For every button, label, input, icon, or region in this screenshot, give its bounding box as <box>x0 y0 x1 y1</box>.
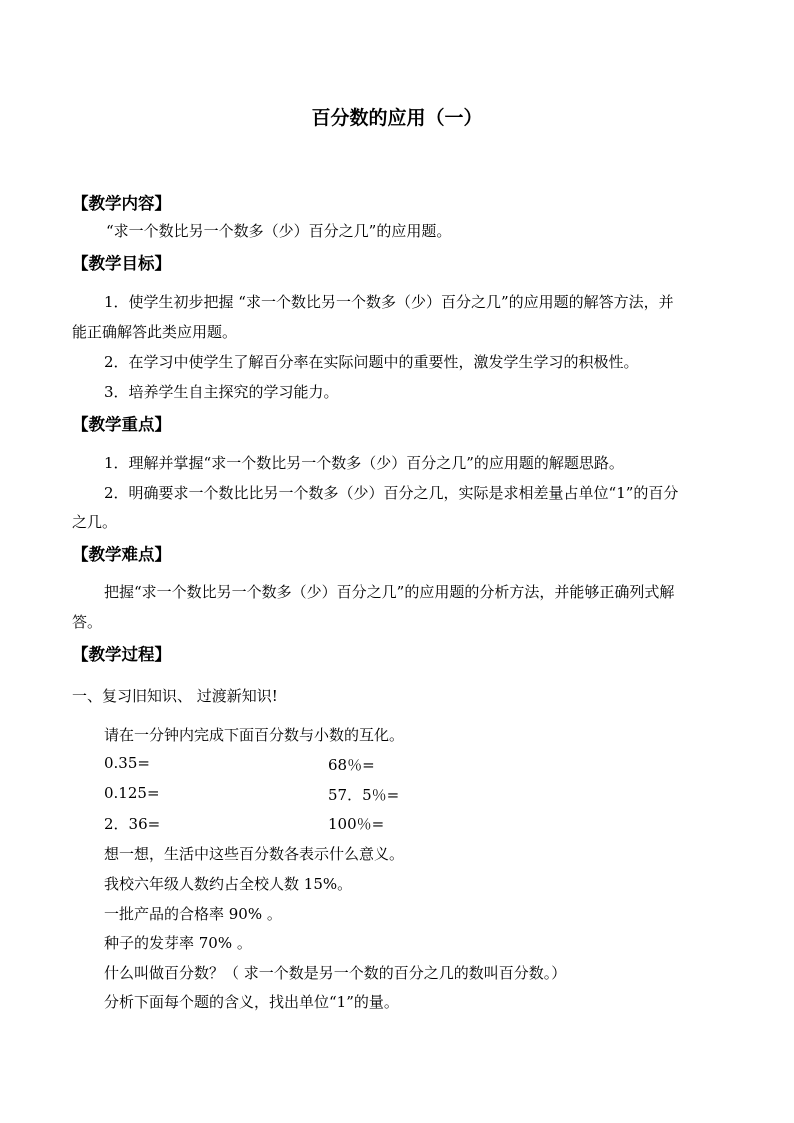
process-think: 想一想，生活中这些百分数各表示什么意义。 <box>104 845 405 863</box>
heading-key-points: 【教学重点】 <box>72 415 171 434</box>
goal-item-3: 3．培养学生自主探究的学习能力。 <box>104 383 339 401</box>
process-step-1-title: 一、复习旧知识、 过渡新知识! <box>72 687 278 705</box>
document-title: 百分数的应用（一） <box>311 107 483 129</box>
key-point-2-line-2: 之几。 <box>72 513 118 531</box>
exercise-left-2: 0.125= <box>104 784 160 802</box>
process-intro: 请在一分钟内完成下面百分数与小数的互化。 <box>104 726 405 744</box>
goal-item-1-line-2: 能正确解答此类应用题。 <box>72 323 238 341</box>
process-analyze: 分析下面每个题的含义，找出单位“1”的量。 <box>104 993 399 1011</box>
goal-item-2: 2．在学习中使学生了解百分率在实际问题中的重要性，激发学生学习的积极性。 <box>104 353 639 371</box>
goal-item-1-line-1: 1．使学生初步把握 “求一个数比另一个数多（少）百分之几”的应用题的解答方法，并 <box>104 293 674 311</box>
process-question: 什么叫做百分数？（ 求一个数是另一个数的百分之几的数叫百分数。） <box>104 964 567 982</box>
process-example-1: 我校六年级人数约占全校人数 15%。 <box>104 875 353 893</box>
exercise-right-1: 68％= <box>328 756 375 774</box>
exercise-right-2: 57．5％= <box>328 786 400 804</box>
difficulty-line-2: 答。 <box>72 613 103 631</box>
teaching-content-text: “求一个数比另一个数多（少）百分之几”的应用题。 <box>106 222 452 240</box>
exercise-left-3: 2．36= <box>104 815 161 833</box>
key-point-2-line-1: 2．明确要求一个数比比另一个数多（少）百分之几，实际是求相差量占单位“1”的百分 <box>104 484 679 502</box>
exercise-left-1: 0.35= <box>104 754 150 772</box>
heading-teaching-process: 【教学过程】 <box>72 645 171 664</box>
key-point-1: 1．理解并掌握“求一个数比另一个数多（少）百分之几”的应用题的解题思路。 <box>104 454 624 472</box>
heading-teaching-goals: 【教学目标】 <box>72 254 171 273</box>
process-example-3: 种子的发芽率 70% 。 <box>104 934 252 952</box>
heading-difficulties: 【教学难点】 <box>72 545 171 564</box>
heading-teaching-content: 【教学内容】 <box>72 194 171 213</box>
difficulty-line-1: 把握“求一个数比另一个数多（少）百分之几”的应用题的分析方法，并能够正确列式解 <box>104 583 675 601</box>
process-example-2: 一批产品的合格率 90% 。 <box>104 905 282 923</box>
exercise-right-3: 100％= <box>328 815 385 833</box>
